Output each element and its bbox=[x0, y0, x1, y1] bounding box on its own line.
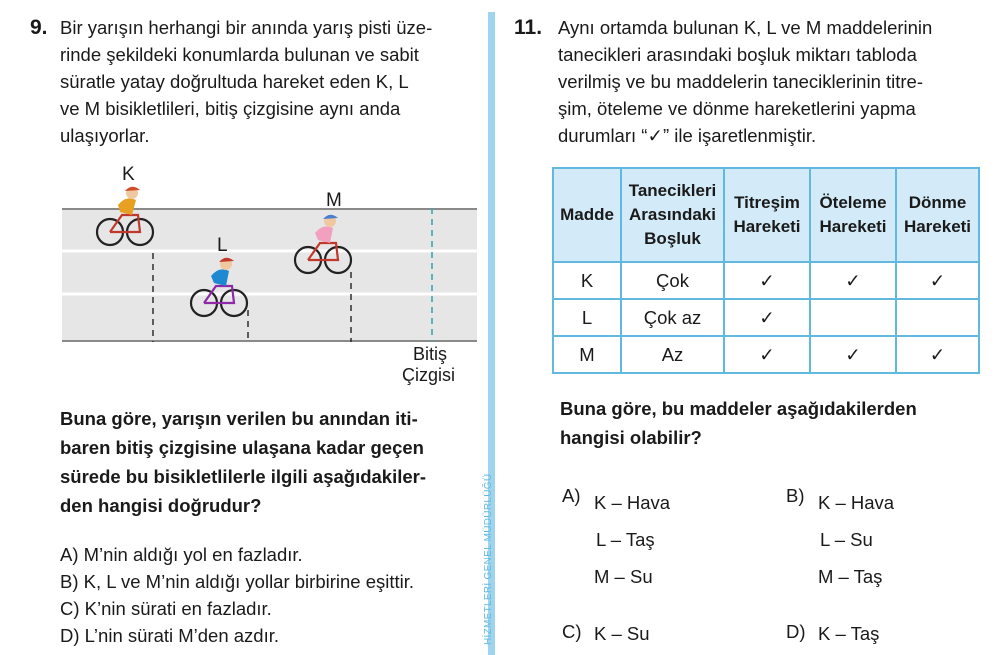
check-icon: ✓ bbox=[810, 262, 896, 299]
check-icon: ✓ bbox=[724, 262, 810, 299]
label-l: L bbox=[217, 235, 228, 256]
question-11-prompt bbox=[560, 394, 917, 452]
finish-line-label-1: Bitiş bbox=[413, 344, 448, 364]
header-line: Dönme bbox=[908, 193, 967, 212]
header-line: Öteleme bbox=[819, 193, 887, 212]
q9-option-a[interactable]: A) M’nin aldığı yol en fazladır. bbox=[60, 544, 303, 565]
q9-text-line: Bir yarışın herhangi bir anında yarış pisti üze- bbox=[60, 17, 433, 38]
q11-option-b[interactable] bbox=[818, 484, 894, 595]
q9-text-line: rinde şekildeki konumlarda bulunan ve sabit bbox=[60, 44, 419, 65]
q9-prompt-line: baren bitiş çizgisine ulaşana kadar geçen bbox=[60, 437, 424, 458]
q9-prompt-line: sürede bu bisikletlilerle ilgili aşağıdakiler- bbox=[60, 466, 427, 487]
empty-cell bbox=[896, 299, 979, 336]
table-row bbox=[553, 299, 979, 336]
q11-option-d-letter[interactable]: D) bbox=[786, 621, 806, 642]
option-line: L – Taş bbox=[596, 529, 655, 550]
option-line: K – Hava bbox=[818, 492, 895, 513]
cell-madde: K bbox=[553, 262, 621, 299]
properties-table bbox=[552, 167, 980, 374]
header-line: Tanecikleri bbox=[628, 181, 717, 200]
side-watermark-text: HİZMETLERİ GENEL MÜDÜRLÜĞÜ bbox=[483, 473, 494, 645]
q9-option-b[interactable]: B) K, L ve M’nin aldığı yollar birbirine eşittir. bbox=[60, 571, 415, 592]
q11-text-line: Aynı ortamda bulunan K, L ve M maddelerinin bbox=[558, 17, 933, 38]
table-row bbox=[553, 262, 979, 299]
q11-text-line: verilmiş ve bu maddelerin taneciklerinin titre- bbox=[558, 71, 924, 92]
q11-prompt-line: Buna göre, bu maddeler aşağıdakilerden bbox=[560, 398, 917, 419]
option-line: L – Su bbox=[820, 529, 873, 550]
q9-options bbox=[60, 541, 414, 649]
cell-madde: M bbox=[553, 336, 621, 373]
check-icon: ✓ bbox=[896, 336, 979, 373]
q9-prompt-line: Buna göre, yarışın verilen bu anından iti- bbox=[60, 408, 418, 429]
header-bosluk bbox=[621, 168, 724, 262]
question-11-number: 11. bbox=[514, 16, 543, 39]
check-icon: ✓ bbox=[896, 262, 979, 299]
q11-option-c-letter[interactable]: C) bbox=[562, 621, 582, 642]
empty-cell bbox=[810, 299, 896, 336]
header-line: Titreşim bbox=[734, 193, 800, 212]
q11-text-line: durumları “✓” ile işaretlenmiştir. bbox=[558, 125, 817, 146]
header-donme bbox=[896, 168, 979, 262]
table-header-row bbox=[553, 168, 979, 262]
q11-option-b-letter[interactable]: B) bbox=[786, 485, 805, 506]
q11-text-line: şim, öteleme ve dönme hareketlerini yapma bbox=[558, 98, 916, 119]
q11-option-a-letter[interactable]: A) bbox=[562, 485, 581, 506]
header-line: Arasındaki bbox=[629, 205, 716, 224]
track-lane-3 bbox=[62, 294, 477, 342]
question-9-text bbox=[60, 14, 432, 149]
race-track-figure bbox=[0, 160, 480, 390]
header-line: Hareketi bbox=[903, 217, 972, 236]
q11-text-line: tanecikleri arasındaki boşluk miktarı tabloda bbox=[558, 44, 917, 65]
question-11-text bbox=[558, 14, 932, 149]
option-line: M – Taş bbox=[818, 566, 883, 587]
header-titresim bbox=[724, 168, 810, 262]
cell-bosluk: Çok bbox=[621, 262, 724, 299]
label-m: M bbox=[326, 190, 342, 211]
check-icon: ✓ bbox=[810, 336, 896, 373]
q11-prompt-line: hangisi olabilir? bbox=[560, 427, 702, 448]
header-line: Hareketi bbox=[733, 217, 801, 236]
header-oteleme bbox=[810, 168, 896, 262]
cell-bosluk: Çok az bbox=[621, 299, 724, 336]
check-icon: ✓ bbox=[724, 299, 810, 336]
finish-line-label-2: Çizgisi bbox=[402, 365, 456, 385]
header-madde: Madde bbox=[553, 168, 621, 262]
q9-text-line: süratle yatay doğrultuda hareket eden K, L bbox=[60, 71, 409, 92]
check-icon: ✓ bbox=[724, 336, 810, 373]
question-9-number: 9. bbox=[30, 16, 48, 39]
cell-madde: L bbox=[553, 299, 621, 336]
q11-option-c[interactable]: K – Su bbox=[594, 623, 650, 644]
q9-option-c[interactable]: C) K’nin sürati en fazladır. bbox=[60, 598, 272, 619]
cell-bosluk: Az bbox=[621, 336, 724, 373]
track-lane-2 bbox=[62, 251, 477, 294]
header-line: Hareketi bbox=[819, 217, 887, 236]
q9-text-line: ve M bisikletlileri, bitiş çizgisine aynı anda bbox=[60, 98, 401, 119]
q11-option-d[interactable]: K – Taş bbox=[818, 623, 880, 644]
option-line: M – Su bbox=[594, 566, 653, 587]
header-line: Boşluk bbox=[644, 229, 701, 248]
q11-option-a[interactable] bbox=[594, 484, 670, 595]
label-k: K bbox=[122, 164, 135, 185]
q9-text-line: ulaşıyorlar. bbox=[60, 125, 150, 146]
q9-prompt-line: den hangisi doğrudur? bbox=[60, 495, 262, 516]
q9-option-d[interactable]: D) L’nin sürati M’den azdır. bbox=[60, 625, 280, 646]
table-row bbox=[553, 336, 979, 373]
question-9-prompt bbox=[60, 404, 426, 520]
option-line: K – Hava bbox=[594, 492, 671, 513]
